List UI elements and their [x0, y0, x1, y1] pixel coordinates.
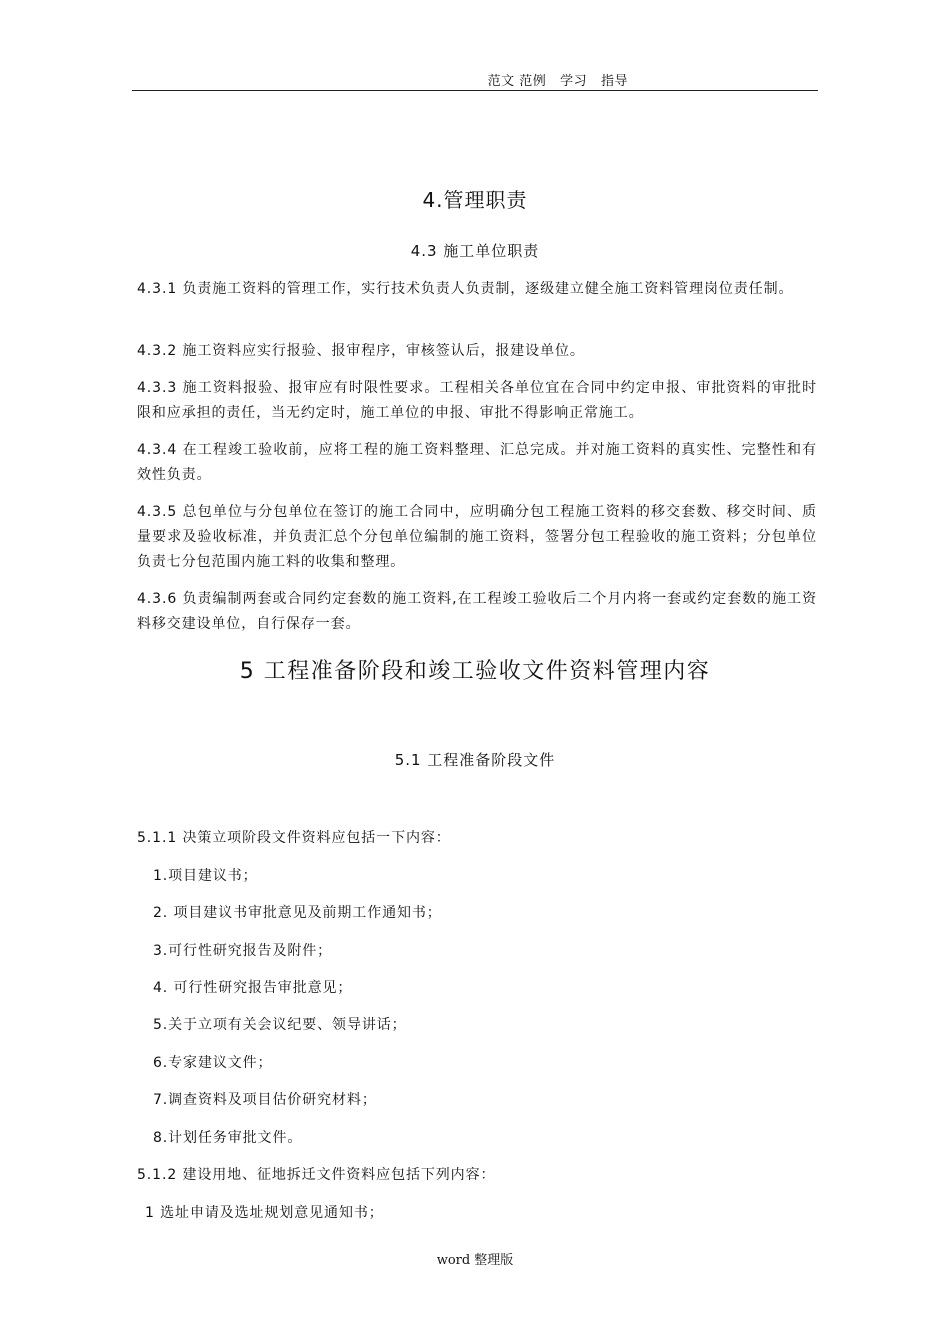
item-5-1-2: 5.1.2 建设用地、征地拆迁文件资料应包括下列内容：: [137, 1167, 496, 1183]
list-item: 4. 可行性研究报告审批意见；: [153, 980, 353, 996]
paragraph-4-3-1: 4.3.1 负责施工资料的管理工作，实行技术负责人负责制，逐级建立健全施工资料管理岗位责任制。: [137, 281, 794, 297]
paragraph-4-3-3: 4.3.3 施工资料报验、报审应有时限性要求。工程相关各单位宜在合同中约定申报、审批资料的审批时限和应承担的责任，当无约定时，施工单位的申报、审批不得影响正常施工。: [137, 380, 817, 421]
paragraph-4-3-5: 4.3.5 总包单位与分包单位在签订的施工合同中，应明确分包工程施工资料的移交套数、移交时间、质量要求及验收标准，并负责汇总个分包单位编制的施工资料，签署分包工程验收的施工资料；分包单位负责七分包范围内施工料的收集和整理。: [137, 504, 817, 570]
list-item: 2. 项目建议书审批意见及前期工作通知书；: [153, 905, 442, 921]
list-item: 1.项目建议书；: [153, 868, 258, 884]
paragraph-4-3-4: 4.3.4 在工程竣工验收前，应将工程的施工资料整理、汇总完成。并对施工资料的真实性、完整性和有效性负责。: [137, 442, 817, 483]
header-text: 范文 范例 学习 指导: [487, 74, 628, 89]
list-item: 5.关于立项有关会议纪要、领导讲话；: [153, 1017, 407, 1033]
section-5-title: 5 工程准备阶段和竣工验收文件资料管理内容: [239, 659, 711, 684]
list-item: 1 选址申请及选址规划意见通知书；: [145, 1205, 384, 1221]
page-header: [132, 70, 818, 91]
list-item: 8.计划任务审批文件。: [153, 1130, 303, 1146]
paragraph-4-3-6: 4.3.6 负责编制两套或合同约定套数的施工资料,在工程竣工验收后二个月内将一套或约定套数的施工资料移交建设单位，自行保存一套。: [137, 591, 817, 632]
section-4-3-title: 4.3 施工单位职责: [410, 242, 540, 260]
page-footer: word 整理版: [436, 1253, 514, 1268]
paragraph-4-3-2: 4.3.2 施工资料应实行报验、报审程序，审核签认后，报建设单位。: [137, 343, 585, 359]
section-4-title: 4.管理职责: [422, 188, 528, 212]
list-item: 6.专家建议文件；: [153, 1055, 273, 1071]
section-5-1-title: 5.1 工程准备阶段文件: [394, 751, 556, 769]
list-item: 3.可行性研究报告及附件；: [153, 943, 333, 959]
list-item: 7.调查资料及项目估价研究材料；: [153, 1092, 377, 1108]
item-5-1-1: 5.1.1 决策立项阶段文件资料应包括一下内容：: [137, 830, 451, 846]
